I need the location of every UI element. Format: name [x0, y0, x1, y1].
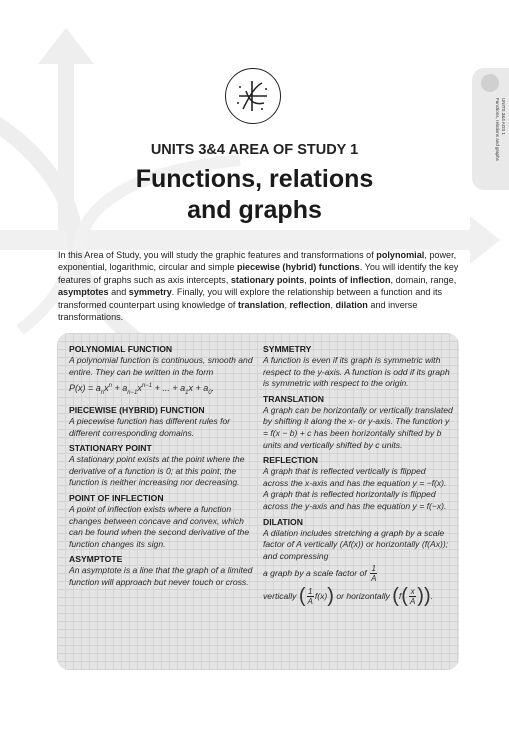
curl-icon	[481, 74, 499, 92]
glossary-item-piecewise	[69, 405, 257, 439]
title-line-1: Functions, relations	[135, 165, 374, 193]
glossary-text: A point of inflection exists where a function changes between concave and convex, which can be found when the second derivative of the function changes its sign.	[69, 503, 250, 549]
side-tab-line1: UNITS 3&4 AOS 1	[501, 98, 506, 136]
glossary-item-symmetry	[263, 344, 453, 390]
glossary-item-dilation	[263, 517, 453, 609]
glossary-text: A piecewise function has different rules for different corresponding domains.	[69, 415, 231, 438]
glossary-heading: PIECEWISE (HYBRID) FUNCTION	[69, 404, 205, 415]
unit-subheading: UNITS 3&4 AREA OF STUDY 1	[150, 142, 359, 158]
glossary-text: A stationary point exists at the point where the derivative of a function is 0; at this point, the function is neither increasing nor decreasing.	[69, 454, 245, 488]
intro-paragraph: In this Area of Study, you will study the graphic features and transformations of polynomial, power, exponential, logarithmic, circular and simple piecewise (hybrid) functions. You will identify the key features of graphs such as axis intercepts, stationary points, points of inflection, domain, range, asymptotes and symmetry. Finally, you will explore the relationship between a function and its transformed counterpart using knowledge of translation, reflection, dilation and inverse transformations.	[58, 250, 459, 323]
glossary-text: An asymptote is a line that the graph of a limited function will approach but never touch or cross.	[69, 565, 253, 587]
glossary-heading: SYMMETRY	[263, 344, 312, 354]
glossary-heading: ASYMPTOTE	[69, 554, 123, 565]
glossary-heading: TRANSLATION	[263, 393, 324, 404]
fraction-one-over-a: $\frac{1}{A}$	[371, 564, 377, 584]
glossary-text: A polynomial function is continuous, smooth and entire. They can be written in the form	[69, 355, 253, 377]
side-tab-line2: Functions, relations and graphs	[495, 98, 500, 161]
glossary-item-reflection	[263, 455, 453, 512]
dilation-compress-line: a graph by a scale factor of $\frac{1}{A}$	[263, 564, 377, 584]
glossary-heading: DILATION	[263, 516, 303, 527]
glossary-text: A graph that is reflected vertically is flipped across the x-axis and has the equation y = −f(x). A graph that is reflected horizontally is flipped across the y-axis and has the equation y = f(−x).	[263, 466, 447, 511]
glossary-heading: REFLECTION	[263, 455, 318, 466]
glossary-item-point-of-inflection	[69, 493, 257, 550]
dilation-formula-line: vertically ( $\frac{1}{A}$ f(x)) or horizontally (f( $\frac{x}{A}$ )).	[263, 585, 434, 608]
page-title	[0, 164, 509, 226]
fraction-x-over-a: $\frac{x}{A}$	[409, 587, 416, 607]
glossary-item-polynomial	[69, 344, 257, 401]
glossary-column-right	[263, 344, 453, 612]
glossary-heading: POINT OF INFLECTION	[69, 492, 164, 503]
glossary-heading: STATIONARY POINT	[69, 443, 152, 454]
fraction-one-over-a: $\frac{1}{A}$	[307, 587, 313, 607]
glossary-text: A graph can be horizontally or vertically translated by shifting it along the x- or y-axis. The function y = f(x − b) + c has been horizontally shifted by b units and vertically shifted by c units.	[263, 404, 453, 450]
glossary-column-left	[69, 344, 257, 593]
glossary-item-stationary-point	[69, 443, 257, 489]
glossary-text: A dilation includes stretching a graph by a scale factor of A vertically (Af(x)) or horizontally (f(Ax)); and compressing	[263, 527, 449, 561]
polynomial-formula: $P(x) = a_nx^n + a_{n-1}x^{n-1}$ + ... + $a_1x + a_0$.	[69, 383, 215, 396]
glossary-heading: POLYNOMIAL FUNCTION	[69, 344, 173, 354]
glossary-text: A function is even if its graph is symmetric with respect to the y-axis. A function is odd if its graph is symmetric with respect to the origin.	[263, 355, 450, 389]
glossary-item-translation	[263, 394, 453, 451]
glossary-item-asymptote	[69, 554, 257, 588]
graph-sketch-icon	[225, 68, 281, 124]
title-line-2: and graphs	[187, 196, 322, 224]
